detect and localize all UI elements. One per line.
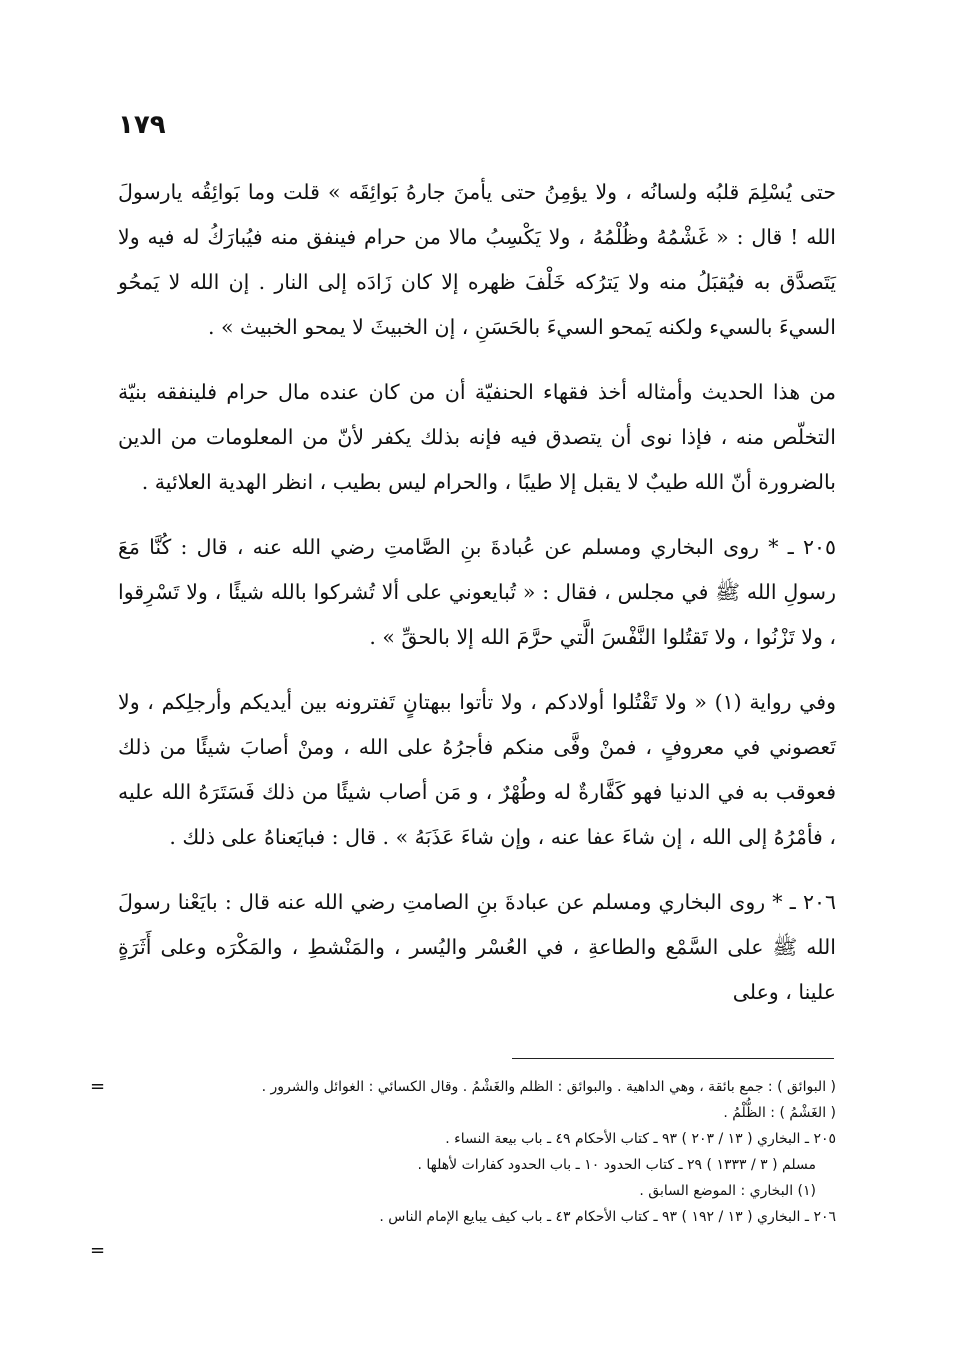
footnote-bawaiq: ( البوائق ) : جمع بائقة ، وهي الداهية . والبوائق : الظلم والغَشْمُ . وقال الكسائي : الغوائل والشرور . bbox=[261, 1079, 836, 1095]
footnote-206-bukhari: ٢٠٦ ـ البخاري ( ١٣ / ١٩٢ ) ٩٣ ـ كتاب الأحكام ٤٣ ـ باب كيف يبايع الإمام الناس . bbox=[379, 1209, 836, 1225]
continuation-mark-top: = bbox=[90, 1076, 106, 1097]
footnote-ghashm: ( الغَشْمُ ) : الظُّلْمُ . bbox=[723, 1105, 836, 1121]
footnote-divider bbox=[512, 1058, 834, 1059]
footnote-riwaya: (١) البخاري : الموضع السابق . bbox=[639, 1183, 816, 1199]
page-number: ١٧٩ bbox=[118, 110, 166, 140]
footnote-205-muslim: مسلم ( ٣ / ١٣٣٣ ) ٢٩ ـ كتاب الحدود ١٠ ـ باب الحدود كفارات لأهلها . bbox=[417, 1157, 816, 1173]
paragraph-narration: وفي رواية (١) « ولا تَقْتُلوا أولادكم ، ولا تأتوا ببهتانٍ تَفترونه بين أيديكم وأرجلِكم ، ولا تَعصوني في معروفٍ ، فمنْ وفَّى منكم فأجرُهُ على الله ، ومنْ أصابَ شيئًا من ذلك فعوقب به في الدنيا فهو كَفَّارةٌ له وطُهْرٌ ، و مَن أصاب شيئًا من ذلك فَسَتَرَهُ الله عليه ، فأمْرُهُ إلى الله ، إن شاءَ عفا عنه ، وإن شاءَ عَذَبَهُ » . قال : فبايَعناهُ على ذلك . bbox=[118, 690, 836, 849]
paragraph-hadith-206: ٢٠٦ ـ * روى البخاري ومسلم عن عبادةَ بنِ الصامتِ رضي الله عنه قال : بايَعْنا رسولَ الله ﷺ على السَّمْع والطاعةِ ، في العُسْر واليُسر ، والمَنْشطِ ، والمَكْرَه وعلى أَثَرَةٍ علينا ، وعلى bbox=[118, 890, 836, 1004]
footnote-205-bukhari: ٢٠٥ ـ البخاري ( ١٣ / ٢٠٣ ) ٩٣ ـ كتاب الأحكام ٤٩ ـ باب بيعة النساء . bbox=[445, 1131, 836, 1147]
paragraph-hadith-continuation: حتى يُسْلِمَ قلبُه ولسانُه ، ولا يؤمِنُ حتى يأمنَ جارهُ بَوائِقَه » قلت وما بَوائِقُه يارسولَ الله ! قال : « غَشْمُهُ وظُلْمُهُ ، ولا يَكْسِبُ مالا من حرام فينفق منه فيُبارَكُ له فيه ولا يَتَصدَّق به فيُقبَلُ منه ولا يَترُكه خَلْفَ ظهره إلا كان زَادَه إلى النار . إن الله لا يَمحُو السيءَ بالسيء ولكنه يَمحو السيءَ بالحَسَنِ ، إن الخبيثَ لا يمحو الخبيث » . bbox=[118, 180, 836, 339]
paragraph-commentary: من هذا الحديث وأمثاله أخذ فقهاء الحنفيّة أن من كان عنده مال حرام فلينفقه بنيّة التخلّص منه ، فإذا نوى أن يتصدق فيه فإنه بذلك يكفر لأنّ من المعلومات من الدين بالضرورة أنّ الله طيبٌ لا يقبل إلا طيبًا ، والحرام ليس بطيب ، انظر الهدية العلائية . bbox=[118, 380, 836, 494]
footnotes bbox=[150, 1074, 836, 1230]
continuation-mark-bottom: = bbox=[90, 1240, 106, 1261]
main-text bbox=[118, 170, 836, 1035]
paragraph-hadith-205: ٢٠٥ ـ * روى البخاري ومسلم عن عُبادةَ بنِ الصَّامتِ رضي الله عنه ، قال : كُنَّا مَعَ رسولِ الله ﷺ في مجلس ، فقال : « تُبايعوني على ألا تُشركوا بالله شيئًا ، ولا تَسْرِقوا ، ولا تَزْنُوا ، ولا تَقتُلوا النَّفْسَ الَّتي حرَّمَ الله إلا بالحقِّ » . bbox=[118, 535, 836, 649]
